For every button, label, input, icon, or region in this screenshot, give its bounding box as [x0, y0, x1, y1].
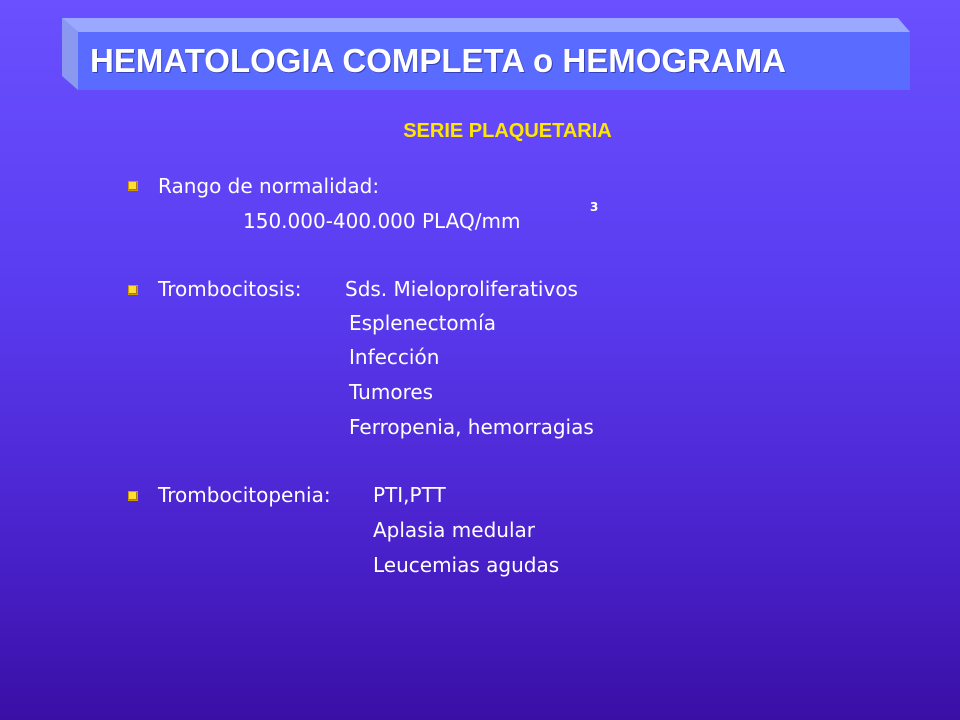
section-subtitle: SERIE PLAQUETARIA: [403, 120, 612, 142]
thrombocytopenia-item: Leucemias agudas: [373, 553, 560, 577]
thrombocytosis-item: Ferropenia, hemorragias: [349, 415, 594, 439]
bullet-icon: [128, 285, 138, 295]
thrombocytosis-item: Esplenectomía: [349, 311, 496, 335]
thrombocytosis-item: Infección: [349, 345, 440, 369]
thrombocytopenia-item: Aplasia medular: [373, 518, 535, 542]
page-title: HEMATOLOGIA COMPLETA o HEMOGRAMA: [90, 42, 787, 79]
title-banner: [62, 18, 910, 90]
thrombocytosis-item: Tumores: [349, 380, 434, 404]
thrombocytopenia-item: PTI,PTT: [373, 483, 446, 507]
thrombocytosis-label: Trombocitosis:: [158, 277, 302, 301]
bullet-icon: [128, 491, 138, 501]
bullet-icon: [128, 181, 138, 191]
normal-range-value: 150.000-400.000 PLAQ/mm: [243, 209, 521, 233]
normal-range-exponent: 3: [590, 200, 599, 214]
thrombocytopenia-label: Trombocitopenia:: [158, 483, 331, 507]
thrombocytosis-item: Sds. Mieloproliferativos: [345, 277, 578, 301]
normal-range-label: Rango de normalidad:: [158, 174, 380, 198]
